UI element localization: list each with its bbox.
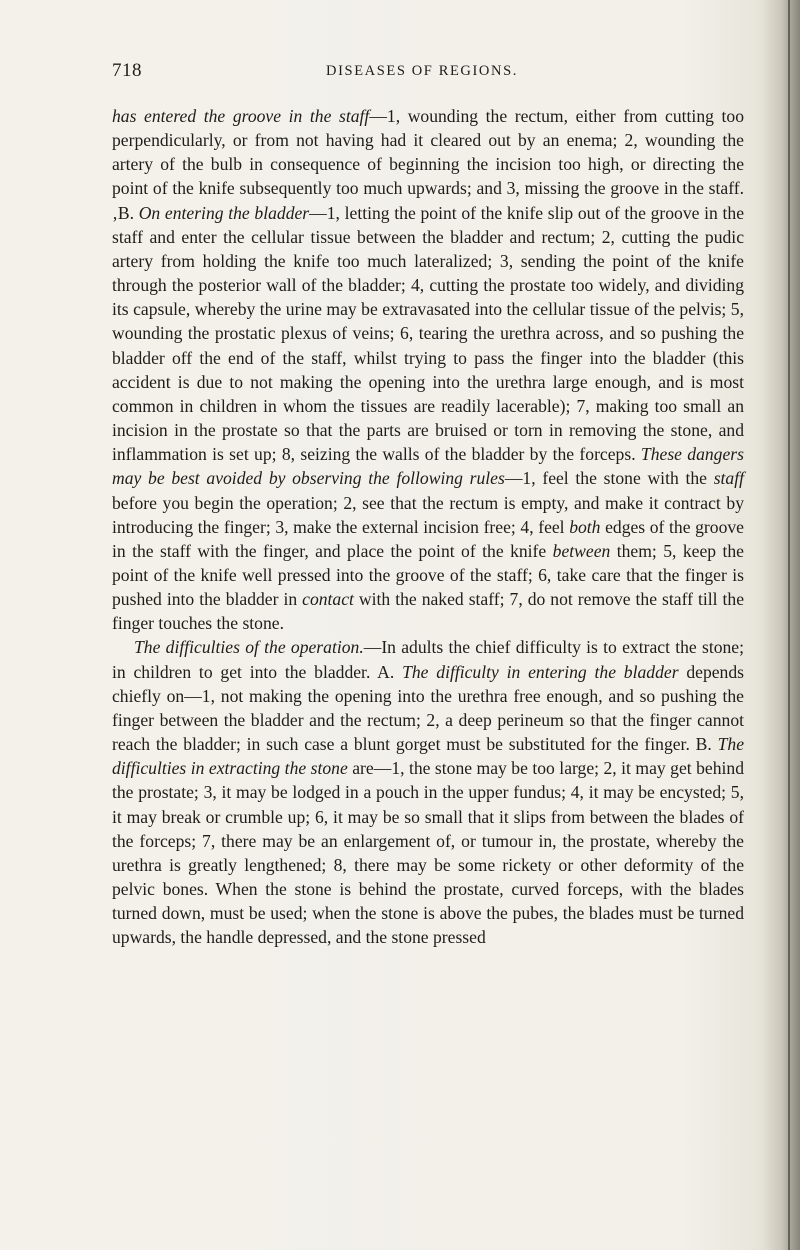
italic-text-run: both <box>569 516 601 537</box>
italic-text-run: The difficulties in extracting the stone <box>112 734 744 779</box>
italic-text-run: between <box>552 540 611 561</box>
page-number: 718 <box>112 60 142 81</box>
body-text <box>112 104 744 949</box>
text-run: —In adults the chief difficulty is to extract the stone; in children to get into the bladder. A. <box>112 637 745 682</box>
paragraph <box>112 635 744 949</box>
text-run: are—1, the stone may be too large; 2, it may get behind the prostate; 3, it may be lodged in a pouch in the upper fundus; 4, it may be encysted; 5, it may break or crumble up; 6, it may be so small that it slips from between the blades of the forceps; 7, there may be an enlargement of, or tumour in, the prostate, whereby the urethra is greatly lengthened; 8, there may be some rickety or other deformity of the pelvic bones. When the stone is behind the prostate, curved forceps, with the blades turned down, must be used; when the stone is above the pubes, the blades must be turned upwards, the handle depressed, and the stone pressed <box>112 758 744 948</box>
italic-text-run: On entering the bladder <box>138 202 310 223</box>
italic-text-run: These dangers may be best avoided by observing the following rules <box>112 444 744 489</box>
italic-text-run: contact <box>302 589 354 610</box>
page-edge-shadow <box>762 0 800 1250</box>
page-header <box>112 60 744 90</box>
italic-text-run: staff <box>713 468 744 489</box>
italic-text-run: has entered the groove in the staff <box>112 106 370 126</box>
running-head: DISEASES OF REGIONS. <box>326 63 518 79</box>
page-edge-line <box>788 0 790 1250</box>
text-run: —1, wounding the rectum, either from cutting too perpendicularly, or from not having had it cleared out by an enema; 2, wounding the artery of the bulb in consequence of beginning the incision too high, or directing the point of the knife subsequently too much upwards; and 3, missing the groove in the staff. ‚B. <box>112 106 744 223</box>
paragraph <box>112 104 744 635</box>
text-run: before you begin the operation; 2, see that the rectum is empty, and make it contract by introducing the finger; 3, make the external incision free; 4, feel <box>112 492 744 537</box>
italic-text-run: The difficulties of the operation. <box>134 637 364 658</box>
italic-text-run: The difficulty in entering the bladder <box>402 661 679 682</box>
text-run: with the naked staff; 7, do not remove the staff till the finger touches the stone. <box>112 589 745 634</box>
text-run: —1, feel the stone with the <box>504 468 714 489</box>
text-run: —1, letting the point of the knife slip out of the groove in the staff and enter the cellular tissue between the bladder and rectum; 2, cutting the pudic artery from holding the knife too much lateralized; 3, sending the point of the knife through the posterior wall of the bladder; 4, cutting the prostate too widely, and dividing its capsule, whereby the urine may be extravasated into the cellular tissue of the pelvis; 5, wounding the prostatic plexus of veins; 6, tearing the urethra across, and so pushing the bladder off the end of the staff, whilst trying to pass the finger into the bladder (this accident is due to not making the opening into the urethra large enough, and is most common in children in whom the tissues are readily lacerable); 7, making too small an incision in the prostate so that the parts are bruised or torn in removing the stone, and inflammation is set up; 8, seizing the walls of the bladder by the forceps. <box>112 202 744 465</box>
text-run: depends chiefly on—1, not making the opening into the urethra free enough, and so pushing the finger between the bladder and the rectum; 2, a deep perineum so that the finger cannot reach the bladder; in such case a blunt gorget must be substituted for the finger. B. <box>112 661 744 755</box>
text-run: them; 5, keep the point of the knife well pressed into the groove of the staff; 6, take care that the finger is pushed into the bladder in <box>112 540 744 610</box>
text-run: edges of the groove in the staff with the finger, and place the point of the knife <box>112 516 744 561</box>
